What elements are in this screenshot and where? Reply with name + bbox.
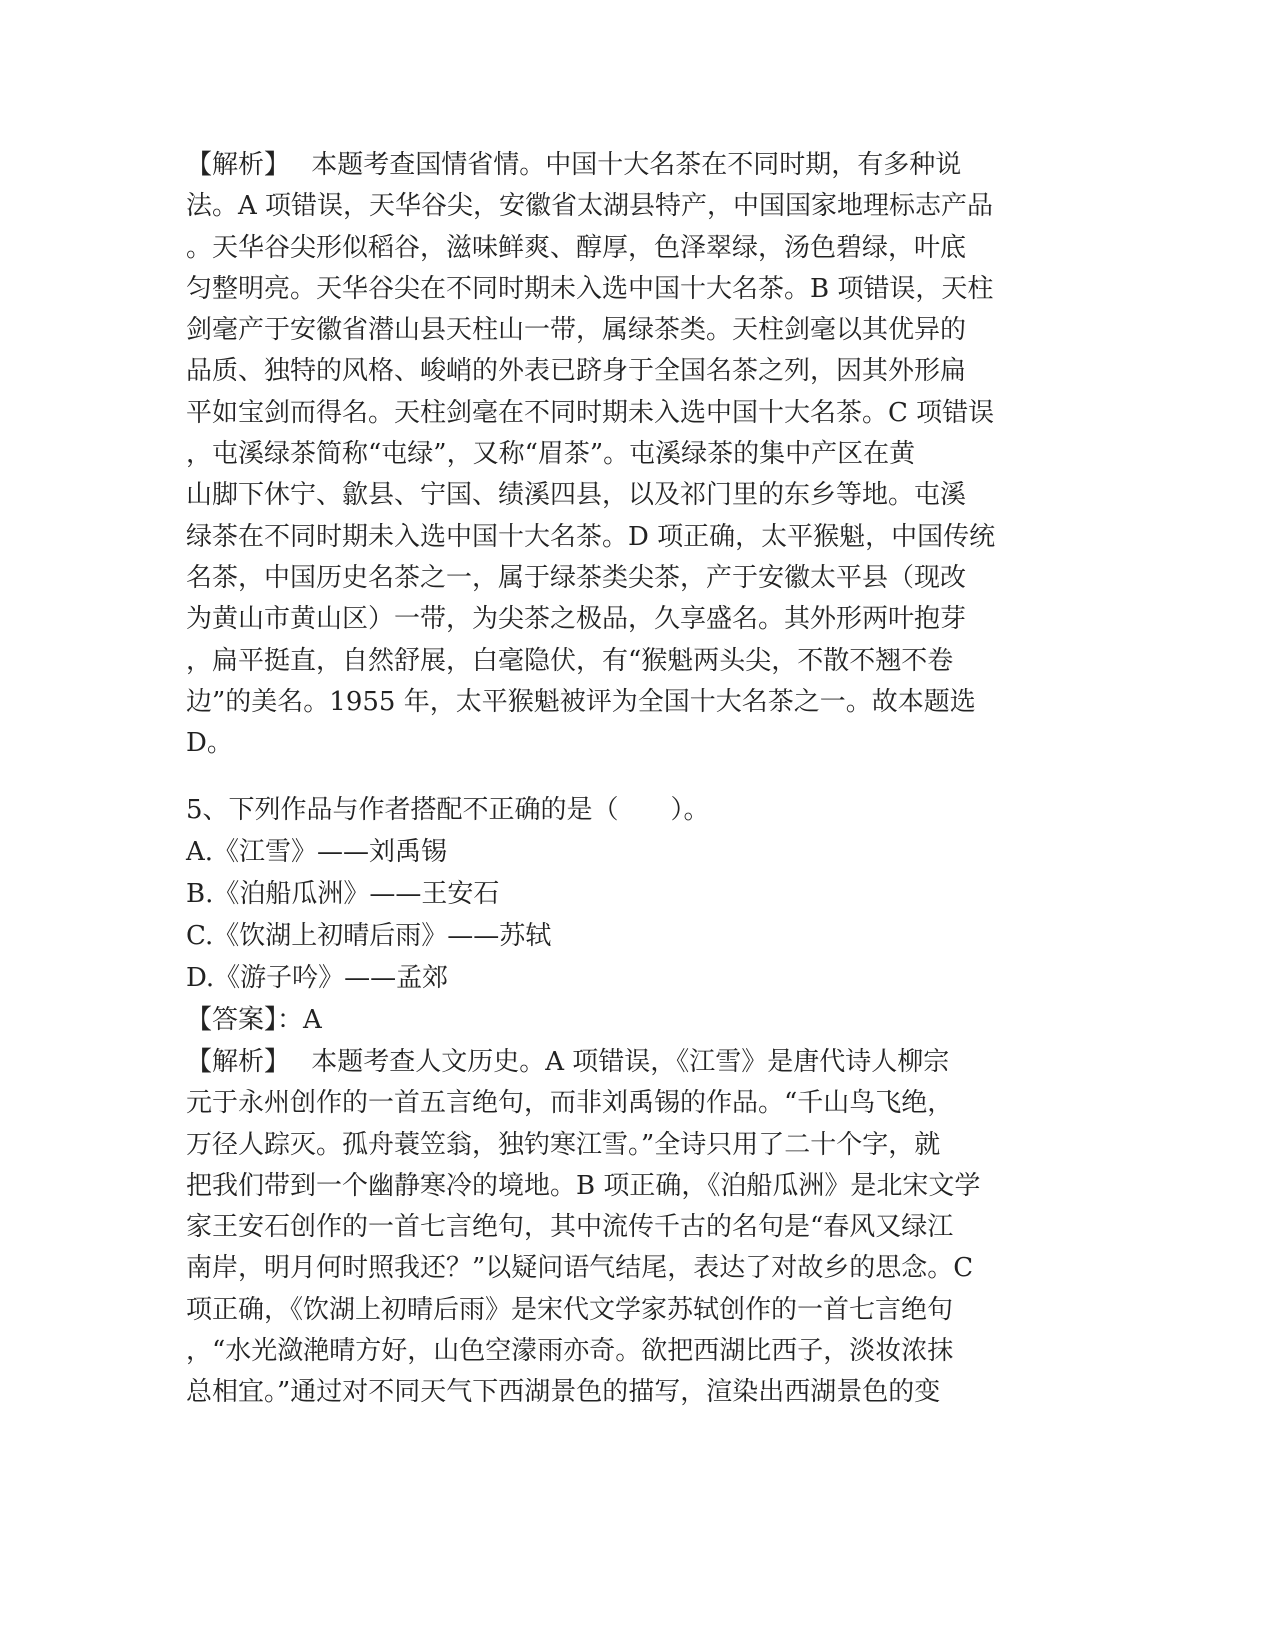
analysis-line: 家王安石创作的一首七言绝句，其中流传千古的名句是“春风又绿江 xyxy=(186,1212,954,1243)
text-line: 。天华谷尖形似稻谷，滋味鲜爽、醇厚，色泽翠绿，汤色碧绿，叶底 xyxy=(186,232,967,263)
answer-line: 【答案】：A xyxy=(186,1005,322,1035)
analysis-line: 南岸，明月何时照我还？”以疑问语气结尾，表达了对故乡的思念。C xyxy=(186,1253,974,1284)
analysis-line: 万径人踪灭。孤舟蓑笠翁，独钓寒江雪。”全诗只用了二十个字，就 xyxy=(186,1129,941,1160)
text-line: D。 xyxy=(186,728,233,759)
option-a: A.《江雪》——刘禹锡 xyxy=(186,837,448,867)
text-line: 平如宝剑而得名。天柱剑毫在不同时期未入选中国十大名茶。C 项错误 xyxy=(186,397,995,428)
text-line: ，屯溪绿茶简称“屯绿”，又称“眉茶”。屯溪绿茶的集中产区在黄 xyxy=(186,439,916,470)
text-line: 绿茶在不同时期未入选中国十大名茶。D 项正确，太平猴魁，中国传统 xyxy=(186,521,996,552)
text-line: 【解析】 本题考查国情省情。中国十大名茶在不同时期，有多种说 xyxy=(186,150,962,180)
option-c: C.《饮湖上初晴后雨》——苏轼 xyxy=(186,921,552,951)
question-5 xyxy=(186,790,1078,1414)
analysis-line: 总相宜。”通过对不同天气下西湖景色的描写，渲染出西湖景色的变 xyxy=(186,1377,941,1408)
analysis-line: 项正确，《饮湖上初晴后雨》是宋代文学家苏轼创作的一首七言绝句 xyxy=(186,1294,954,1325)
analysis-line: 元于永州创作的一首五言绝句，而非刘禹锡的作品。“千山鸟飞绝， xyxy=(186,1088,954,1119)
option-b: B.《泊船瓜洲》——王安石 xyxy=(186,879,500,909)
text-line: 边”的美名。1955 年，太平猴魁被评为全国十大名茶之一。故本题选 xyxy=(186,686,976,717)
analysis-line: 【解析】 本题考查人文历史。A 项错误，《江雪》是唐代诗人柳宗 xyxy=(186,1047,950,1077)
text-line: 名茶，中国历史名茶之一，属于绿茶类尖茶，产于安徽太平县（现改 xyxy=(186,562,967,593)
analysis-line: 把我们带到一个幽静寒冷的境地。B 项正确，《泊船瓜洲》是北宋文学 xyxy=(186,1170,981,1201)
analysis-line: ，“水光潋滟晴方好，山色空濛雨亦奇。欲把西湖比西子，淡妆浓抹 xyxy=(186,1336,954,1367)
analysis-paragraph-q4 xyxy=(186,145,1078,764)
text-line: ，扁平挺直，自然舒展，白毫隐伏，有“猴魁两头尖，不散不翘不卷 xyxy=(186,645,954,676)
text-line: 山脚下休宁、歙县、宁国、绩溪四县，以及祁门里的东乡等地。屯溪 xyxy=(186,480,967,511)
option-d: D.《游子吟》——孟郊 xyxy=(186,963,449,993)
text-line: 匀整明亮。天华谷尖在不同时期未入选中国十大名茶。B 项错误，天柱 xyxy=(186,273,994,304)
text-line: 品质、独特的风格、峻峭的外表已跻身于全国名茶之列，因其外形扁 xyxy=(186,356,967,387)
text-line: 为黄山市黄山区）一带，为尖茶之极品，久享盛名。其外形两叶抱芽 xyxy=(186,604,967,635)
text-line: 剑毫产于安徽省潜山县天柱山一带，属绿茶类。天柱剑毫以其优异的 xyxy=(186,315,967,346)
text-line: 法。A 项错误，天华谷尖，安徽省太湖县特产，中国国家地理标志产品 xyxy=(186,191,994,222)
question-stem: 5、下列作品与作者搭配不正确的是（ ）。 xyxy=(186,795,710,825)
